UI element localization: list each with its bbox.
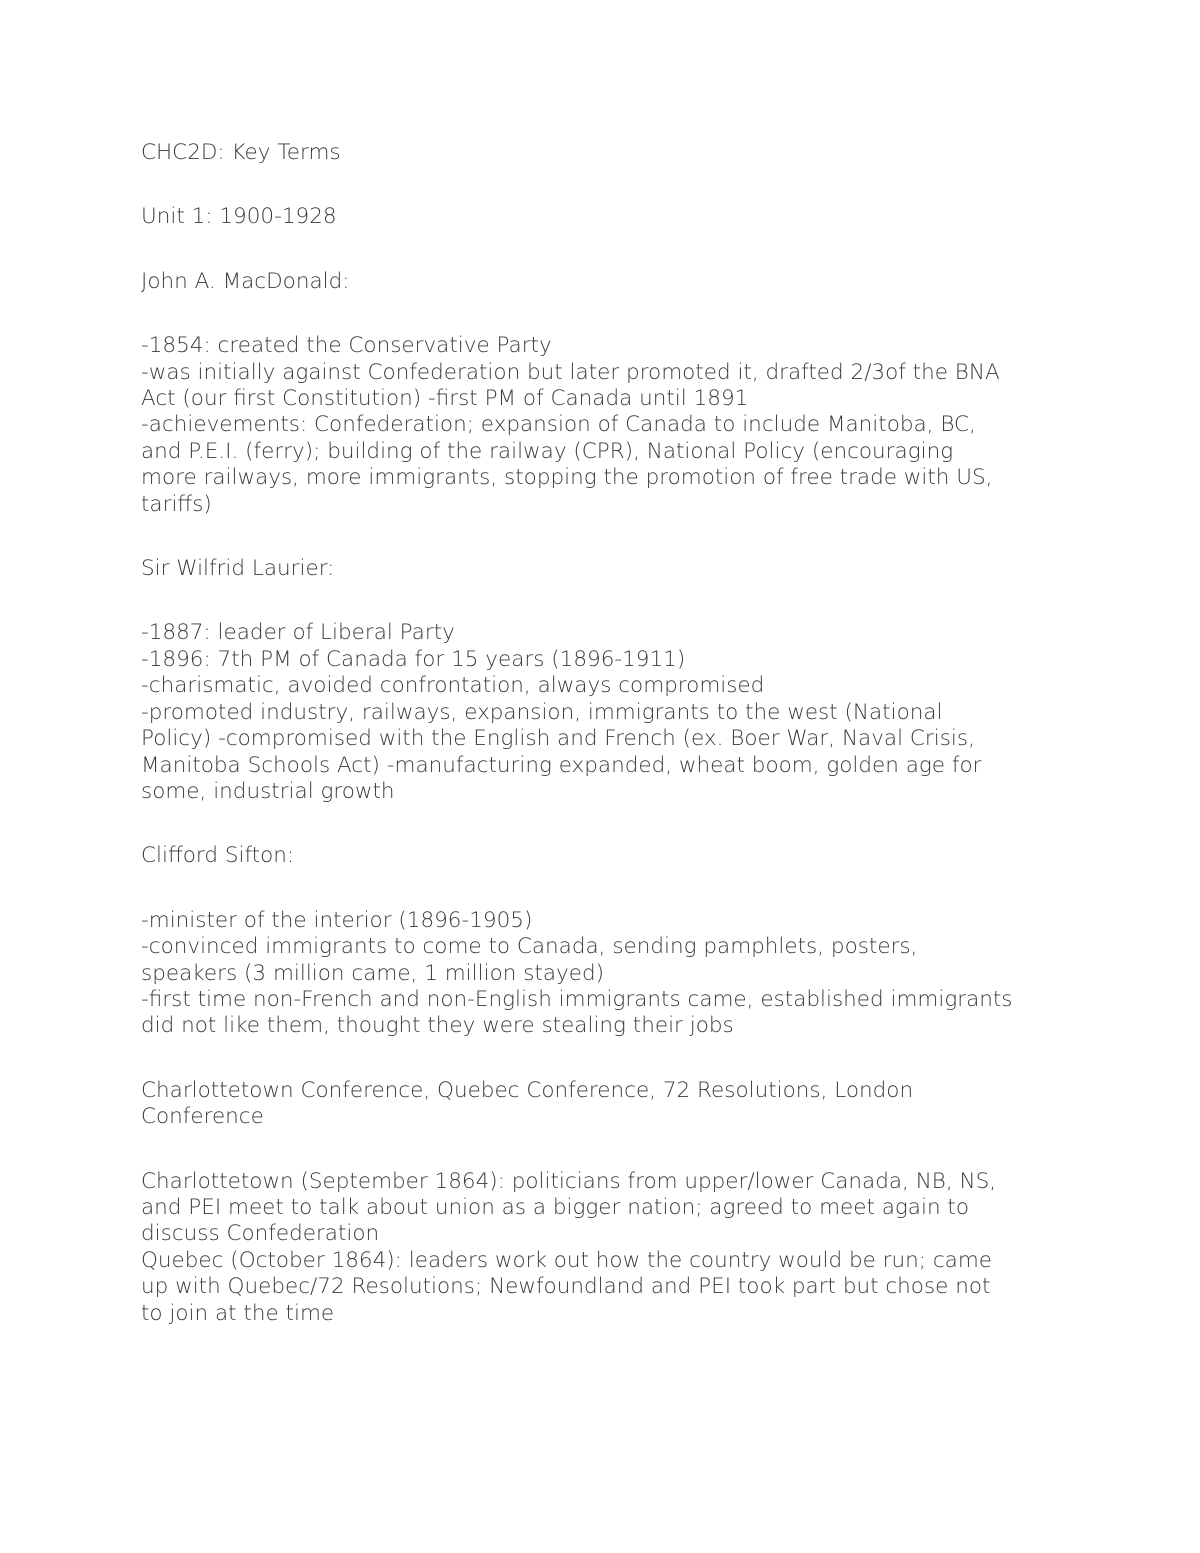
term-line: some, industrial growth bbox=[141, 778, 395, 804]
term-line: discuss Confederation bbox=[141, 1221, 380, 1247]
term-line: -1854: created the Conservative Party bbox=[141, 333, 552, 359]
term-line: -charismatic, avoided confrontation, always compromised bbox=[141, 673, 765, 699]
term-heading-conferences: Conference bbox=[141, 1104, 264, 1130]
term-line: up with Quebec/72 Resolutions; Newfoundland and PEI took part but chose not bbox=[141, 1274, 991, 1300]
document-body bbox=[141, 140, 1071, 1327]
term-line: Manitoba Schools Act) -manufacturing expanded, wheat boom, golden age for bbox=[141, 752, 982, 778]
term-line: more railways, more immigrants, stopping the promotion of free trade with US, bbox=[141, 465, 993, 491]
term-line: and P.E.I. (ferry); building of the railway (CPR), National Policy (encouraging bbox=[141, 438, 954, 464]
unit-heading: Unit 1: 1900-1928 bbox=[141, 204, 337, 230]
term-heading-macdonald: John A. MacDonald: bbox=[141, 268, 350, 294]
term-line: -achievements: Confederation; expansion of Canada to include Manitoba, BC, bbox=[141, 412, 976, 438]
term-line: to join at the time bbox=[141, 1300, 335, 1326]
term-line: Act (our first Constitution) -first PM of Canada until 1891 bbox=[141, 386, 749, 412]
term-heading-laurier: Sir Wilfrid Laurier: bbox=[141, 556, 335, 582]
term-heading-conferences: Charlottetown Conference, Quebec Conference, 72 Resolutions, London bbox=[141, 1077, 914, 1103]
term-line: tariffs) bbox=[141, 491, 212, 517]
term-line: -was initially against Confederation but later promoted it, drafted 2/3of the BNA bbox=[141, 359, 1000, 385]
term-line: Quebec (October 1864): leaders work out how the country would be run; came bbox=[141, 1247, 993, 1273]
term-line: -promoted industry, railways, expansion, immigrants to the west (National bbox=[141, 699, 943, 725]
term-line: Charlottetown (September 1864): politicians from upper/lower Canada, NB, NS, bbox=[141, 1168, 997, 1194]
term-heading-sifton: Clifford Sifton: bbox=[141, 843, 295, 869]
term-line: -1887: leader of Liberal Party bbox=[141, 620, 455, 646]
term-line: did not like them, thought they were stealing their jobs bbox=[141, 1013, 734, 1039]
term-line: -convinced immigrants to come to Canada, sending pamphlets, posters, bbox=[141, 934, 918, 960]
term-line: speakers (3 million came, 1 million stayed) bbox=[141, 960, 604, 986]
term-line: Policy) -compromised with the English and French (ex. Boer War, Naval Crisis, bbox=[141, 726, 975, 752]
term-line: -first time non-French and non-English immigrants came, established immigrants bbox=[141, 986, 1013, 1012]
term-line: -1896: 7th PM of Canada for 15 years (1896-1911) bbox=[141, 646, 686, 672]
term-line: and PEI meet to talk about union as a bigger nation; agreed to meet again to bbox=[141, 1194, 970, 1220]
term-line: -minister of the interior (1896-1905) bbox=[141, 907, 533, 933]
document-title: CHC2D: Key Terms bbox=[141, 140, 341, 165]
